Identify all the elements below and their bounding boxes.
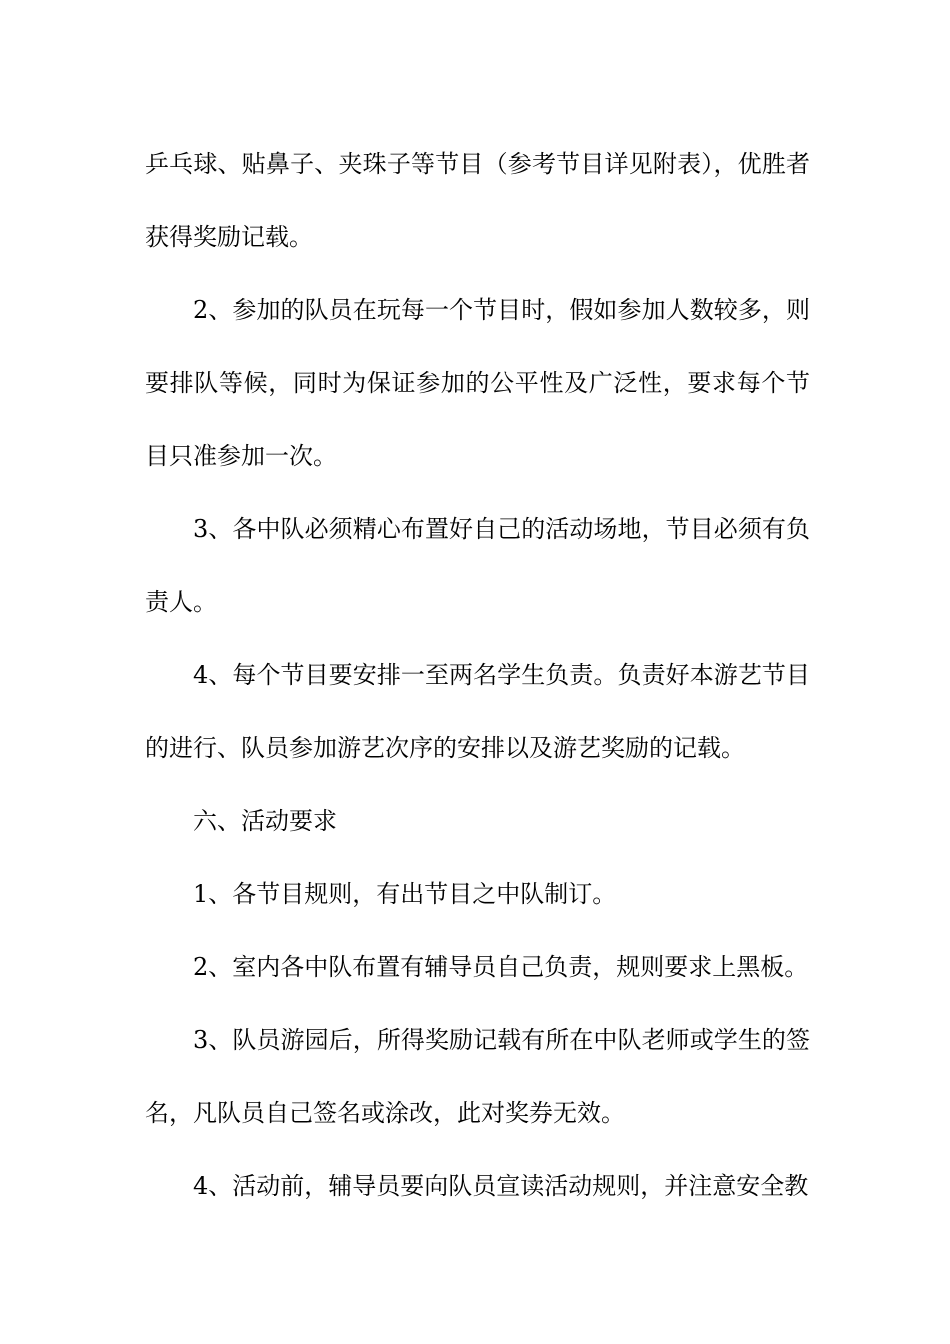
paragraph-continuation: 乒乓球、贴鼻子、夹珠子等节目（参考节目详见附表），优胜者获得奖励记载。	[145, 150, 810, 251]
requirement-item-3: 3、队员游园后，所得奖励记载有所在中队老师或学生的签名，凡队员自己签名或涂改，此对奖券无效。	[145, 1026, 810, 1127]
document-body	[145, 128, 810, 1223]
requirement-item-1: 1、各节目规则，有出节目之中队制订。	[193, 880, 617, 908]
paragraph-item-3: 3、各中队必须精心布置好自己的活动场地，节目必须有负责人。	[145, 515, 810, 616]
paragraph-item-2: 2、参加的队员在玩每一个节目时，假如参加人数较多，则要排队等候，同时为保证参加的公平性及广泛性，要求每个节目只准参加一次。	[145, 296, 810, 470]
paragraph-item-4: 4、每个节目要安排一至两名学生负责。负责好本游艺节目的进行、队员参加游艺次序的安排以及游艺奖励的记载。	[145, 661, 810, 762]
requirement-item-2: 2、室内各中队布置有辅导员自己负责，规则要求上黑板。	[193, 953, 809, 981]
section-heading: 六、活动要求	[193, 807, 337, 835]
requirement-item-4: 4、活动前，辅导员要向队员宣读活动规则，并注意安全教	[193, 1172, 809, 1200]
